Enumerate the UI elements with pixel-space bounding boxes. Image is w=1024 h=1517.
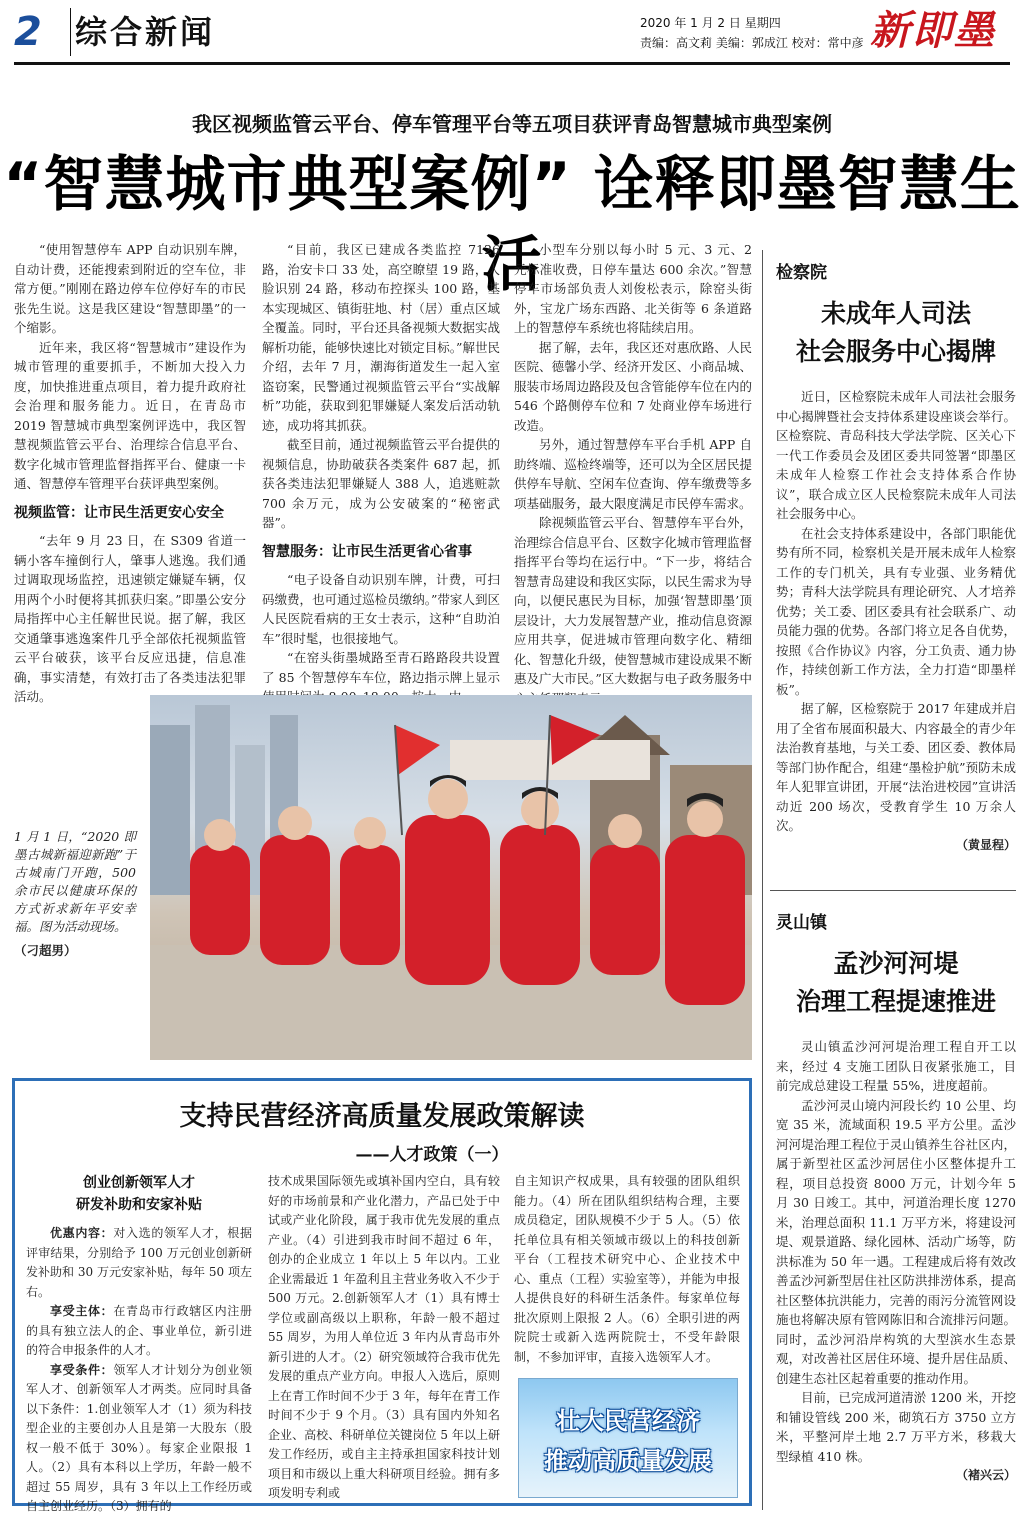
policy-item-text: 领军人才计划分为创业领军人才、创新领军人才两类。应同时具备以下条件：1.创业领军人才（1）须为科技型企业的主要创办人且是第一大股东（股权一般不低于 30%）。每家企业限报 1 人。（2）具有本科以上学历，年龄一般不超过 55 周岁，具有 3 年以上工作经历或自主创业经历。（3）拥有的 [26,1362,252,1513]
lead-headline: “智慧城市典型案例” 诠释即墨智慧生活 [3,150,1021,300]
story-label: 灵山镇 [776,913,827,933]
lead-column-2 [262,240,500,707]
lingshan-story [776,908,1016,1486]
lead-kicker: 我区视频监管云平台、停车管理平台等五项目获评青岛智慧城市典型案例 [192,112,832,136]
story-label: 检察院 [776,263,827,283]
policy-item-text: 在青岛市行政辖区内注册的具有独立法人的企、事业单位，新引进的符合申报条件的人才。 [26,1304,252,1357]
page-number: 2 [14,9,42,55]
lead-column-1 [14,240,246,707]
paragraph: 近年来，我区将“智慧城市”建设作为城市管理的重要抓手，不断加大投入力度，加快推进重点项目，着力提升政府社会治理和服务能力。近日，在青岛市 2019 智慧城市典型案例评选中，我区智慧视频监管云平台、治理综合信息平台、数字化城市管理监督指挥平台、健康一卡通、智慧停车管理平台获评典型案例。 [14,339,246,491]
story-title-line1: 孟沙河河堤 [833,949,959,978]
section-title: 综合新闻 [75,13,216,51]
policy-item-text: 对入选的领军人才，根据评审结果，分别给予 100 万元创业创新研发补助和 30 万元安家补贴，每年 50 项左右。 [26,1226,252,1299]
photo-caption [14,828,136,960]
paragraph: 灵山镇孟沙河河堤治理工程自开工以来，经过 4 支施工团队日夜紧张施工，目前完成总建设工程量 55%，进度超前。 [776,1039,1016,1093]
paragraph: “去年 9 月 23 日，在 S309 省道一辆小客车撞倒行人，肇事人逃逸。我们通过调取现场监控，迅速锁定嫌疑车辆，仅用两个小时便将其抓获归案。”即墨公安分局指挥中心主任解世民说。据了解，我区交通肇事逃逸案件几乎全部依托视频监管云平台破获，该平台反应迅捷，信息准确，事实清楚，有效打击了各类违法犯罪活动。 [14,533,246,704]
runners-illustration [150,695,752,1060]
paragraph: 除视频监管云平台、智慧停车平台外，治理综合信息平台、区数字化城市管理监督指挥平台等均在运行中。“下一步，将结合智慧青岛建设和我区实际，以民生需求为导向，以便民惠民为目标，加强‘智慧即墨’顶层设计，大力发展智慧产业，推动信息资源应用共享，促进城市管理向数字化、精细化、智慧化升级，使智慧城市建设成果不断惠及广大市民。”区大数据与电子政务服务中 [514,515,752,686]
paragraph: 另外，通过智慧停车平台手机 APP 自助终端、巡检终端等，还可以为全区居民提供停车导航、空闲车位查询、停车缴费等多项基础服务，最大限度满足市民停车需求。 [514,437,752,511]
story-separator [770,890,1016,891]
policy-column-3 [514,1172,740,1367]
newspaper-logo: 新即墨 [870,7,996,54]
lead-column-3 [514,240,752,728]
policy-column-1 [26,1172,252,1517]
paragraph: “在窑头街墨城路至青石路路段共设置了 85 个智慧停车车位，路边指示牌上显示 [262,650,500,685]
story-title-line2: 治理工程提速推进 [795,987,996,1016]
policy-title: 支持民营经济高质量发展政策解读 [179,1101,585,1132]
banner-line1: 壮大民营经济 [556,1407,700,1435]
paragraph: “使用智慧停车 APP 自动识别车牌，自动计费，还能搜索到附近的空车位，非常方便。”刚刚在路边停车位停好车的市民张先生说。这是我区建设“智慧即墨”的一个缩影。 [14,242,246,335]
paragraph: “电子设备自动识别车牌，计费，可扫码缴费，也可通过巡检员缴纳。”带家人到区人民医院看病的王女士表示，这种“自助泊车”很时髦，也很接地气。 [262,572,500,646]
story-body [776,387,1016,855]
procuratorate-story [776,258,1016,855]
issue-date: 2020 年 1 月 2 日 星期四 [640,16,781,30]
paragraph: 目前，已完成河道清淤 1200 米，开挖和铺设管线 200 米，砌筑石方 3750 立方米，平整河岸土地 2.7 万平方米，移栽大型绿植 410 株。 [776,1390,1016,1464]
policy-banner [518,1378,738,1498]
policy-item-lead: 优惠内容： [50,1226,114,1240]
policy-item [26,1224,252,1302]
story-byline: （褚兴云） [955,1468,1016,1482]
photo-credit: （刁超男） [14,943,77,958]
policy-item [26,1361,252,1517]
news-photo [150,695,752,1060]
paragraph: 据了解，区检察院于 2017 年建成并启用了全省布展面积最大、内容最全的青少年法治教育基地，与关工委、团区委、教体局等部门协作配合，组建“墨检护航”预防未成年人犯罪宣讲团，开展“法治进校园”宣讲活动近 200 场次，受教育学生 10 万余人次。 [776,701,1016,833]
policy-col-head-line1: 创业创新领军人才 [83,1175,195,1191]
paragraph: 据了解，去年，我区还对惠欣路、人民医院、德馨小学、经济开发区、小商品城、服装市场周边路段及包含管能停车位在内的 546 个路侧停车位和 7 处商业停车场进行改造。 [514,339,752,433]
paragraph: 近日，区检察院未成年人司法社会服务中心揭牌暨社会支持体系建设座谈会举行。区检察院、青岛科技大学法学院、区关心下一代工作委员会及团区委共同签署“即墨区未成年人检察工作社会支持体系合作协议”，联合成立区人民检察院未成年人司法社会服务中心。 [776,389,1016,521]
policy-col3-text: 自主知识产权成果，具有较强的团队组织能力。（4）所在团队组织结构合理，主要成员稳定，团队规模不少于 5 人。（5）依托单位具有相关领域市级以上的科技创新平台（工程技术研究中心、企业技术中心、重点（工程）实验室等），并能为申报人提供良好的科研生活条件。每家单位每批次原则上限报 2 人。（6）全职引进的两院院士或新入选两院院士，不受年龄限制，不参加评审，直接入选领军人才。 [514,1174,740,1364]
column-divider [762,250,763,1510]
paragraph: 小型车分别以每小时 5 元、3 元、2 元标准收费，日停车量达 600 余次。”智慧停车市场部负责人刘俊松表示，除窑头街外，宝龙广场东西路、北关街等 6 条道路上的智慧停车系统也将陆续启用。 [514,242,752,335]
paragraph: “目前，我区已建成各类监控 7126 路，治安卡口 33 处，高空瞭望 19 路，人脸识别 24 路，移动布控探头 100 路，基本实现城区、镇街驻地、村（居）重点区域全覆盖。同时，平台还具备视频大数据实战解析功能，能够快速比对锁定目标。”解世民介绍，去年 7 月，潮海街道发生一起入室盗窃案，民警通过视频监管云平台“实战解析”功能，获取到犯罪嫌疑人案发后活动轨迹，成功将其抓获。 [262,242,500,433]
banner-line2: 推动高质量发展 [544,1447,712,1475]
policy-item [26,1302,252,1361]
paragraph: 在社会支持体系建设中，各部门职能优势有所不同，检察机关是开展未成年人检察工作的专门机关，具有专业强、业务精优势；青科大法学院具有理论研究、人才培养优势；关工委、团区委具有社会联系广、动员能力强的优势。各部门将立足各自优势，按照《合作协议》内容，分工负责、通力协作，持续创新工作方法，全力打造“即墨样板”。 [776,525,1016,697]
paragraph: 截至目前，通过视频监管云平台提供的视频信息，协助破获各类案件 687 起，抓获各类违法犯罪嫌疑人 388 人，追逃赃款 700 余万元，成为公安破案的“秘密武器”。 [262,437,500,530]
editors-credits: 责编：高文莉 美编：郭成江 校对：常中彦 [640,36,864,50]
paragraph: 孟沙河灵山境内河段长约 10 公里、均宽 35 米，流域面积 19.5 平方公里。孟沙河河堤治理工程位于灵山镇养生谷社区内，属于新型社区孟沙河居住小区整体提升工程，项目总投资 8000 万元，计划今年 5 月 30 日竣工。其中，河道治理长度 1270 米，治理总面积 11.1 万平方米，将建设河堤、观景道路、绿化园林、活动广场等，防洪标准为 50 年一遇。工程建成后将有效改善孟沙河新型居住社区防洪排涝体系，提高社区整体抗洪能力，完善的雨污分流管网设施也将解决原有管网陈旧和合流排污问题。同时，孟沙河沿岸构筑的大型滨水生态景观，对改善社区居住环境、提升居住品质、创建生态社区起着重要的推动作用。 [776,1097,1016,1386]
policy-item-lead: 享受条件： [50,1362,114,1377]
subhead-video: 视频监管：让市民生活更安心安全 [14,504,224,521]
policy-column-2 [268,1172,500,1504]
policy-col-head-line2: 研发补助和安家补贴 [76,1197,202,1213]
policy-col2-text: 技术成果国际领先或填补国内空白，具有较好的市场前景和产业化潜力，产品已处于中试或产业化阶段，属于我市优先发展的重点产业。（4）引进到我市时间不超过 6 年，创办的企业成立 1 年以上 5 年以内。工业企业需最近 1 年盈利且主营业务收入不少于 500 万元。2.创新领军人才（1）具有博士学位或副高级以上职称，年龄一般不超过 55 周岁，为用人单位近 3 年内从青岛市外新引进的人才。（2）研究领域符合我市优先发展的重点产业方向。申报人入选后，原则上在青工作时间不少于 3 年，每年在青工作时间不少于 9 个月。（3）具有国内外知名企业、高校、科研单位关键岗位 5 年以上研发工作经历，或自主主持承担国家科技计划项目和市级以上重大科研项目经验。拥有多项发明专利或 [268,1174,500,1500]
caption-text: 1 月 1 日，“2020 即墨古城新福迎新跑”于古城南门开跑，500 余市民以健康环保的方式祈求新年平安幸福。图为活动现场。 [14,829,136,934]
story-byline: （黄显程） [955,837,1016,852]
story-title-line1: 未成年人司法 [820,299,971,328]
policy-item-lead: 享受主体： [50,1304,114,1318]
subhead-service: 智慧服务：让市民生活更省心省事 [262,543,472,560]
masthead-divider [70,8,71,56]
story-body [776,1037,1016,1486]
masthead-rule [14,62,1010,65]
policy-subtitle: ——人才政策（一） [355,1145,509,1165]
story-title-line2: 社会服务中心揭牌 [795,337,996,366]
